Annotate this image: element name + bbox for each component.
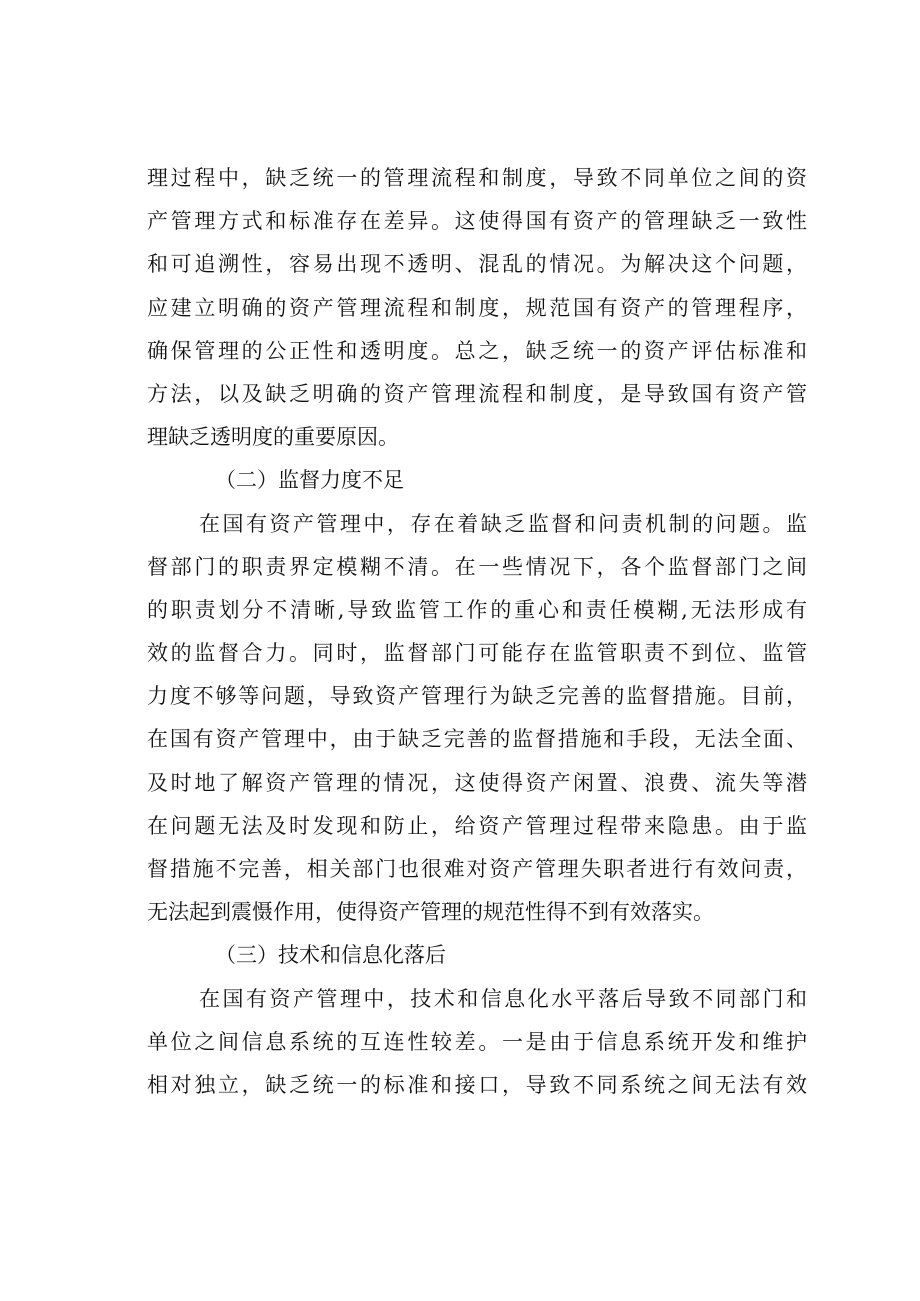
paragraph-first-line: 在国有资产管理中，存在着缺乏监督和问责机制的问题。监 — [199, 511, 807, 536]
paragraph-line: 督部门的职责界定模糊不清。在一些情况下，各个监督部门之间 — [147, 554, 807, 579]
paragraph-last-line: 无法起到震慑作用，使得资产管理的规范性得不到有效落实。 — [147, 900, 714, 925]
paragraph-line: 的职责划分不清晰,导致监管工作的重心和责任模糊,无法形成有 — [147, 597, 807, 622]
section-heading: （三）技术和信息化落后 — [215, 943, 446, 968]
paragraph-line: 理过程中，缺乏统一的管理流程和制度，导致不同单位之间的资 — [147, 166, 807, 190]
paragraph-first-line: 在国有资产管理中，技术和信息化水平落后导致不同部门和 — [199, 986, 807, 1011]
paragraph-line: 及时地了解资产管理的情况，这使得资产闲置、浪费、流失等潜 — [147, 770, 807, 795]
paragraph-line: 在问题无法及时发现和防止，给资产管理过程带来隐患。由于监 — [147, 813, 807, 838]
paragraph-line: 确保管理的公正性和透明度。总之，缺乏统一的资产评估标准和 — [147, 338, 807, 363]
paragraph-line: 力度不够等问题，导致资产管理行为缺乏完善的监督措施。目前， — [147, 684, 807, 709]
paragraph-line: 在国有资产管理中，由于缺乏完善的监督措施和手段，无法全面、 — [147, 727, 807, 752]
paragraph-line: 督措施不完善，相关部门也很难对资产管理失职者进行有效问责， — [147, 857, 807, 881]
paragraph-line: 方法，以及缺乏明确的资产管理流程和制度，是导致国有资产管 — [147, 381, 807, 406]
section-heading: （二）监督力度不足 — [215, 468, 404, 493]
paragraph-line: 和可追溯性，容易出现不透明、混乱的情况。为解决这个问题， — [147, 252, 807, 277]
paragraph-line: 应建立明确的资产管理流程和制度，规范国有资产的管理程序， — [147, 295, 807, 320]
paragraph-line: 效的监督合力。同时，监督部门可能存在监管职责不到位、监管 — [147, 641, 807, 666]
paragraph-line: 产管理方式和标准存在差异。这使得国有资产的管理缺乏一致性 — [147, 209, 807, 234]
paragraph-line: 单位之间信息系统的互连性较差。一是由于信息系统开发和维护 — [147, 1029, 807, 1054]
paragraph-last-line: 理缺乏透明度的重要原因。 — [147, 425, 399, 450]
document-body — [147, 157, 807, 1107]
paragraph-line: 相对独立，缺乏统一的标准和接口，导致不同系统之间无法有效 — [147, 1072, 807, 1097]
